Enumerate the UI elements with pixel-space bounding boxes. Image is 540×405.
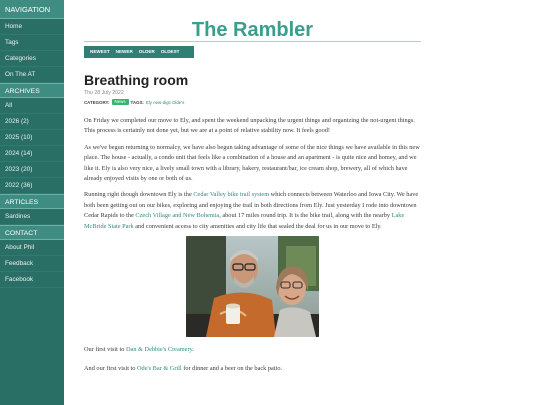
archives-heading: ARCHIVES: [0, 83, 64, 98]
pager-newer-button[interactable]: NEWER: [115, 49, 133, 54]
post-title: Breathing room: [84, 72, 189, 88]
nav-categories-link[interactable]: Categories: [0, 51, 64, 67]
post-pager: [84, 46, 194, 58]
nav-on-the-at-link[interactable]: On The AT: [0, 67, 64, 83]
navigation-heading: NAVIGATION: [0, 0, 64, 19]
contact-about-phil-link[interactable]: About Phil: [0, 240, 64, 256]
p3-text-b: which connects between Waterloo and Iowa City. We have both been getting out on our bikes, exploring and enjoying the trail in both directions from Ely. Just yesterday I rode into downtown Cedar Rapids to the: [84, 191, 419, 220]
paragraph-move: On Friday we completed our move to Ely, and spent the weekend unpacking the urgent things and organizing the not-urgent things. This process is certainly not done yet, but we are at a point of relative stability now. It feels good!: [84, 117, 415, 135]
post-meta: [84, 99, 421, 105]
p3-text-d: and convenient access to city amenities and city life that sealed the deal for us in our move to Ely.: [133, 222, 382, 230]
contact-feedback-link[interactable]: Feedback: [0, 256, 64, 272]
article-sardines-link[interactable]: Sardines: [0, 209, 64, 225]
pager-newest-button[interactable]: NEWEST: [90, 49, 110, 54]
title-divider: [84, 41, 421, 42]
tags-links[interactable]: Ely new-digs Olde's: [145, 99, 185, 105]
lake-mcbride-link[interactable]: Lake McBride State Park: [84, 212, 405, 230]
paragraph-bike-trail: [84, 190, 421, 232]
site-title[interactable]: The Rambler: [191, 19, 314, 41]
p5-text-a: And our first visit to: [84, 365, 137, 373]
contact-heading: CONTACT: [0, 225, 64, 240]
pager-older-button[interactable]: OLDER: [138, 49, 155, 54]
archive-2025-link[interactable]: 2025 (10): [0, 130, 64, 146]
contact-facebook-link[interactable]: Facebook: [0, 272, 64, 288]
main-content: [84, 0, 421, 375]
archive-all-link[interactable]: All: [0, 98, 64, 114]
p4-text-b: .: [192, 346, 194, 354]
sidebar: [0, 0, 64, 405]
selfie-photo-illustration: [186, 236, 319, 337]
p3-text-a: Running right though downtown Ely is the: [84, 191, 194, 199]
nav-home-link[interactable]: Home: [0, 19, 64, 35]
czech-village-link[interactable]: Czech Village and New Bohemia: [135, 212, 220, 220]
archive-2024-link[interactable]: 2024 (14): [0, 146, 64, 162]
paragraph-bar-grill: [84, 364, 421, 374]
archive-2026-link[interactable]: 2026 (2): [0, 114, 64, 130]
p3-text-c: , about 17 miles round trip. It is the bike trail, along with the nearby: [219, 212, 392, 220]
articles-heading: ARTICLES: [0, 194, 64, 209]
p5-text-b: for dinner and a beer on the back patio.: [181, 365, 283, 373]
p4-text-a: Our first visit to: [84, 346, 126, 354]
selfie-photo: [186, 236, 319, 337]
creamery-link[interactable]: Dan & Debbie's Creamery: [125, 346, 193, 354]
post-date: Thu 28 July 2022: [84, 90, 124, 96]
pager-oldest-button[interactable]: OLDEST: [160, 49, 180, 54]
bar-grill-link[interactable]: Ode's Bar & Grill: [137, 365, 182, 373]
cedar-valley-trail-link[interactable]: Cedar Valley bike trail system: [193, 191, 270, 199]
paragraph-creamery: [84, 345, 421, 355]
category-badge[interactable]: News: [112, 99, 129, 105]
archive-2023-link[interactable]: 2023 (20): [0, 162, 64, 178]
tags-label: TAGS:: [130, 99, 144, 105]
nav-tags-link[interactable]: Tags: [0, 35, 64, 51]
archive-2022-link[interactable]: 2022 (36): [0, 178, 64, 194]
paragraph-normalcy: As we've begun returning to normalcy, we have also begun taking advantage of some of the nice things we have available in this new place. The house - actually, a condo unit that feels like a combination of a house and an apartment - is quite nice and homey, and we like it. Ely is also very nice, a lively small town with a library, bakery, restaurant/bar, ice cream shop, brewery, all of which have already enjoyed visits by one or both of us.: [84, 143, 420, 183]
category-label: CATEGORY:: [84, 99, 110, 105]
